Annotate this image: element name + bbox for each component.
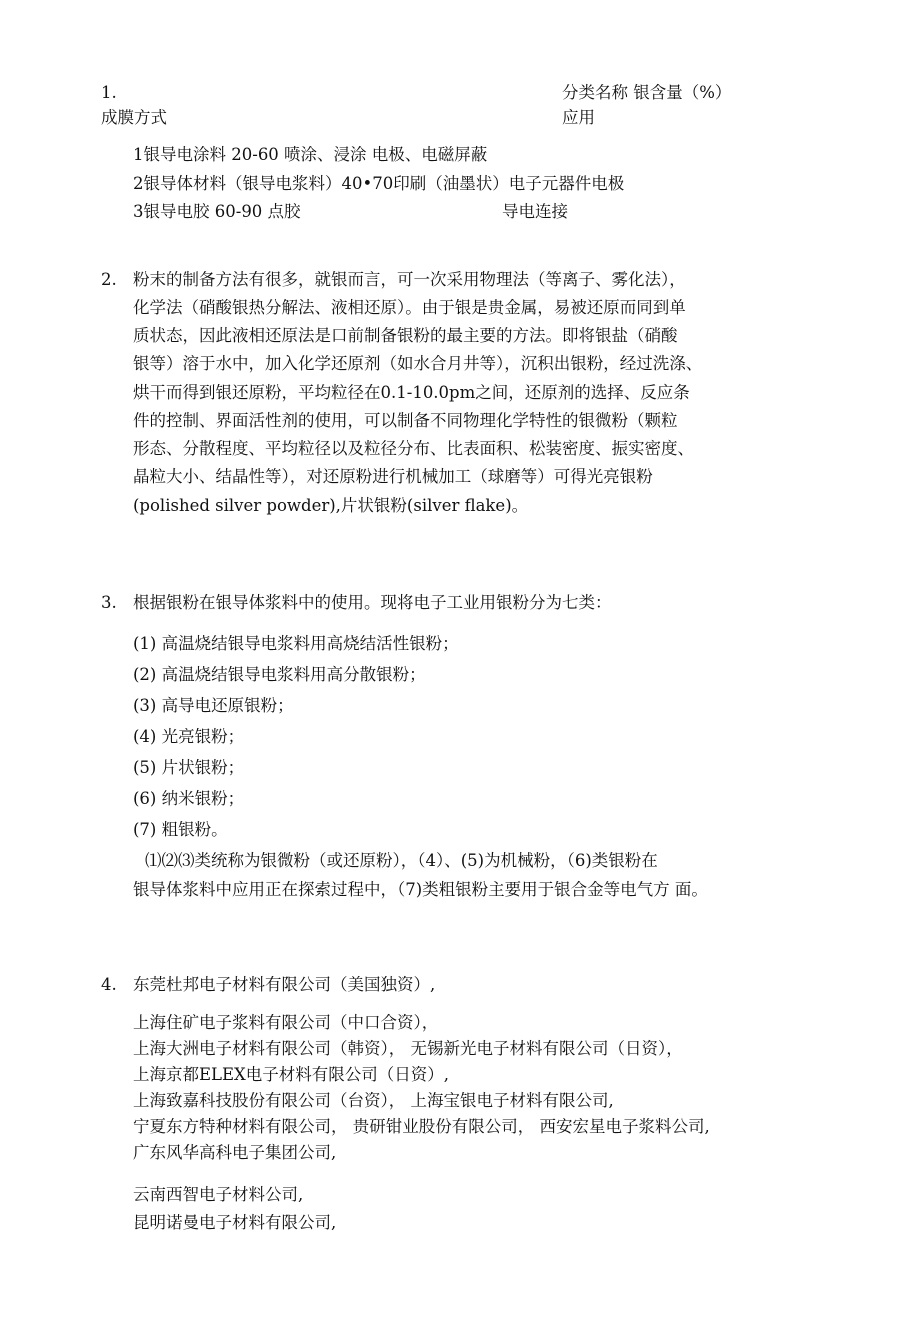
list-item: (4) 光亮银粉； — [133, 727, 245, 746]
list-item: (1) 高温烧结银导电浆料用高烧结活性银粉； — [133, 634, 459, 653]
section4-number: 4. — [101, 975, 117, 994]
table-row: 1银导电涂料 20-60 喷涂、浸涂 电极、电磁屏蔽 — [133, 145, 488, 164]
company-line: 昆明诺曼电子材料有限公司, — [133, 1213, 337, 1232]
section1-number: 1. — [101, 83, 117, 102]
paragraph-line: 件的控制、界面活性剂的使用，可以制备不同物理化学特性的银微粉（颗粒 — [133, 411, 678, 430]
table-row-application: 导电连接 — [502, 202, 568, 221]
company-line: 上海京都ELEX电子材料有限公司（日资）, — [133, 1065, 450, 1084]
list-item: (3) 高导电还原银粉； — [133, 696, 294, 715]
company-line: 上海致嘉科技股份有限公司（台资）， 上海宝银电子材料有限公司, — [133, 1091, 614, 1110]
section3-number: 3. — [101, 593, 117, 612]
paragraph-line: 烘干而得到银还原粉，平均粒径在0.1-10.0pm之间，还原剂的选择、反应条 — [133, 383, 690, 402]
list-item: (5) 片状银粉； — [133, 758, 245, 777]
paragraph-line: 形态、分散程度、平均粒径以及粒径分布、比表面积、松装密度、振实密度、 — [133, 439, 694, 458]
section3-intro: 根据银粉在银导体浆料中的使用。现将电子工业用银粉分为七类： — [133, 593, 612, 612]
paragraph-line: 质状态，因此液相还原法是口前制备银粉的最主要的方法。即将银盐（硝酸 — [133, 326, 678, 345]
table-header-right: 分类名称 银含量（%） — [562, 83, 732, 102]
section3-summary-line: 银导体浆料中应用正在探索过程中，（7)类粗银粉主要用于银合金等电气方 面。 — [133, 880, 708, 899]
table-row: 3银导电胶 60-90 点胶 — [133, 202, 301, 221]
company-line: 广东风华高科电子集团公司, — [133, 1143, 337, 1162]
paragraph-line: 晶粒大小、结晶性等），对还原粉进行机械加工（球磨等）可得光亮银粉 — [133, 467, 653, 486]
table-header-left2: 成膜方式 — [101, 108, 167, 127]
company-line: 云南西智电子材料公司, — [133, 1185, 304, 1204]
paragraph-line: (polished silver powder),片状银粉(silver flake)。 — [133, 496, 529, 515]
table-row: 2银导体材料（银导电浆料）40•70印刷（油墨状）电子元器件电极 — [133, 174, 625, 193]
list-item: (2) 高温烧结银导电浆料用高分散银粉； — [133, 665, 426, 684]
paragraph-line: 化学法（硝酸银热分解法、液相还原）。由于银是贵金属，易被还原而同到单 — [133, 298, 686, 317]
company-line: 上海大洲电子材料有限公司（韩资）， 无锡新光电子材料有限公司（日资）， — [133, 1039, 683, 1058]
paragraph-line: 银等）溶于水中，加入化学还原剂（如水合月井等），沉积出银粉，经过洗涤、 — [133, 354, 703, 373]
company-line: 宁夏东方特种材料有限公司， 贵研钳业股份有限公司， 西安宏星电子浆料公司, — [133, 1117, 710, 1136]
company-line: 东莞杜邦电子材料有限公司（美国独资）, — [133, 975, 436, 994]
list-item: (7) 粗银粉。 — [133, 820, 228, 839]
list-item: (6) 纳米银粉； — [133, 789, 245, 808]
company-line: 上海住矿电子浆料有限公司（中口合资）， — [133, 1013, 439, 1032]
section2-number: 2. — [101, 270, 117, 289]
section3-summary-line: ⑴⑵⑶类统称为银微粉（或还原粉），（4）、(5)为机械粉，（6)类银粉在 — [145, 851, 658, 870]
paragraph-line: 粉末的制备方法有很多，就银而言，可一次采用物理法（等离子、雾化法）， — [133, 270, 686, 289]
table-header-right2: 应用 — [562, 108, 595, 127]
